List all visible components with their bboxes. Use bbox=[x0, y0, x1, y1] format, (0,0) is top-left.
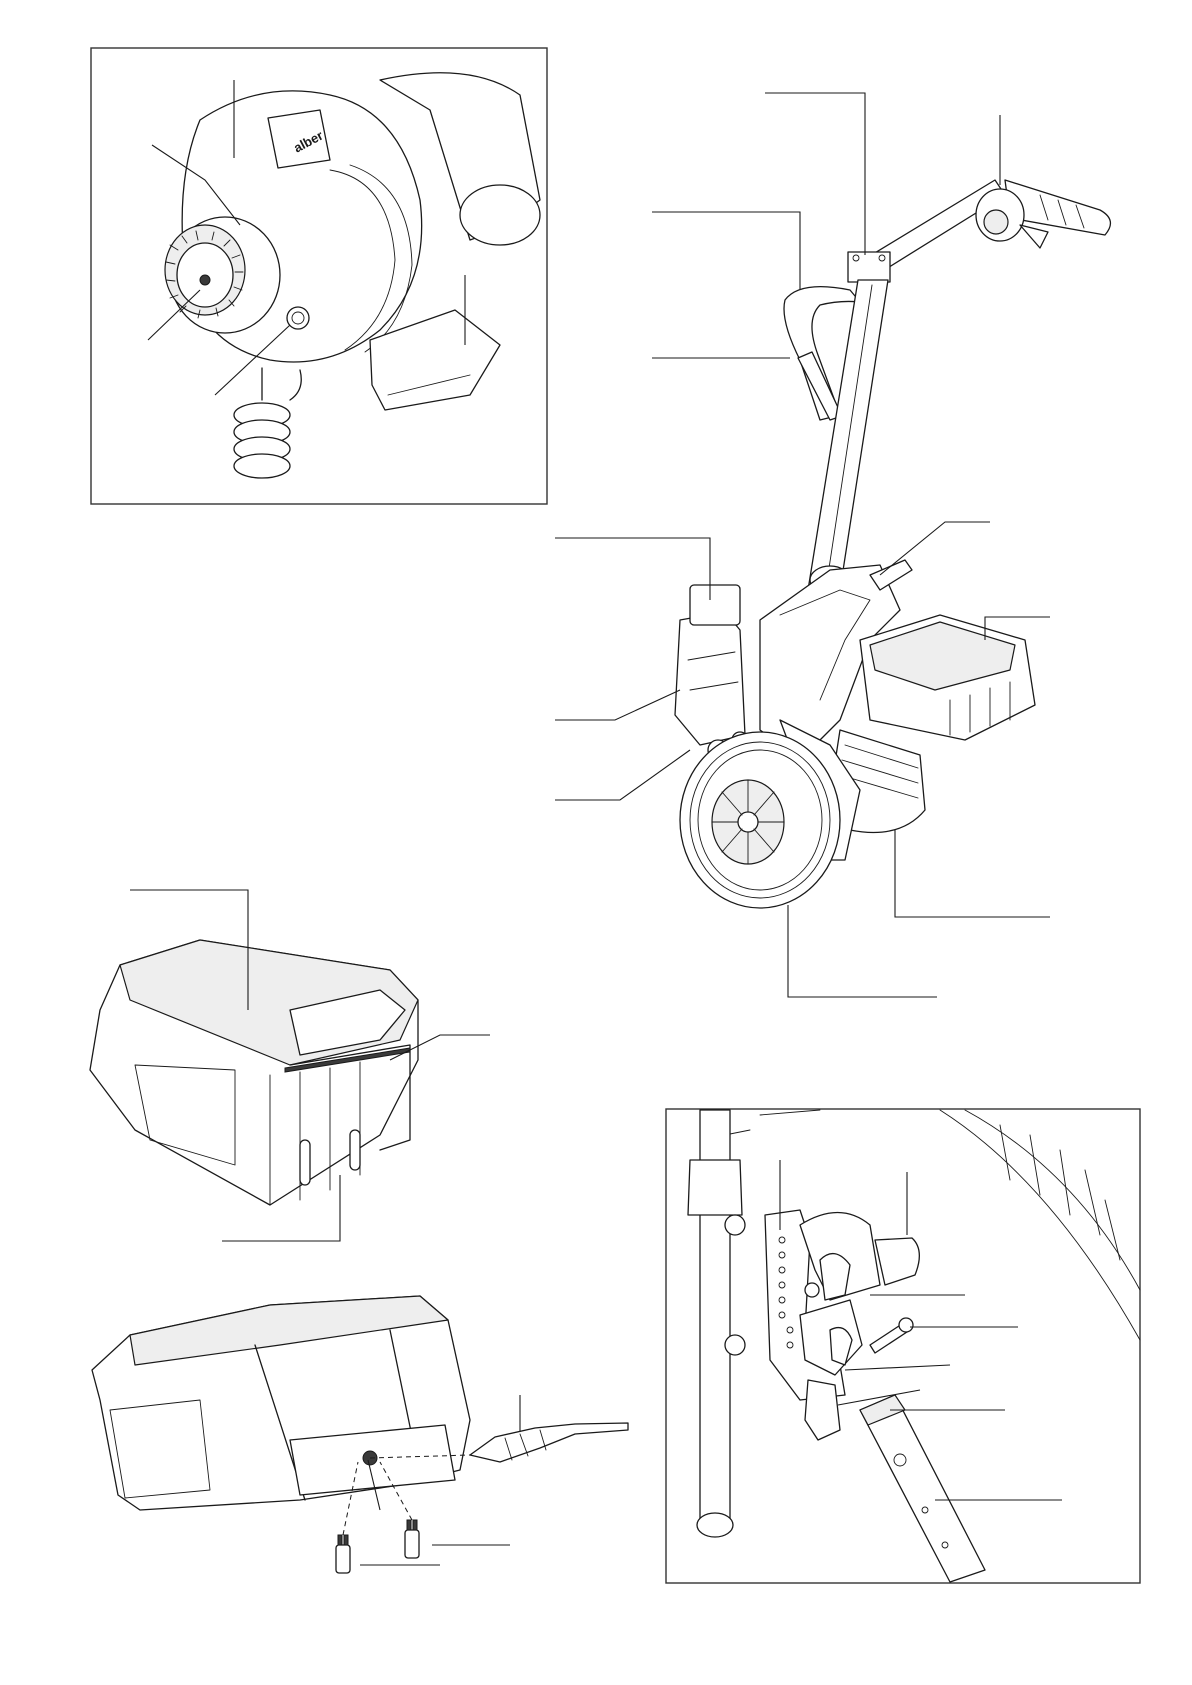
battery-foot-1 bbox=[300, 1140, 310, 1185]
drive-unit-assembly bbox=[555, 93, 1110, 997]
charging-plug bbox=[470, 1423, 628, 1462]
frame-axle-stub bbox=[870, 560, 912, 590]
handlebar-lever bbox=[1020, 225, 1048, 248]
leader-8 bbox=[652, 212, 800, 290]
fuse-1 bbox=[336, 1535, 350, 1573]
lower-hook bbox=[805, 1380, 840, 1440]
leader-28 bbox=[845, 1365, 950, 1370]
bracket-clip bbox=[690, 585, 740, 625]
wheel-rim-1 bbox=[940, 1110, 1140, 1340]
push-button bbox=[287, 307, 309, 329]
upper-lever bbox=[875, 1238, 919, 1285]
adapter-bar bbox=[860, 1395, 985, 1582]
coiled-cable bbox=[234, 368, 301, 478]
battery-pack bbox=[90, 890, 490, 1241]
brand-logo: alber bbox=[291, 127, 326, 156]
leader-16 bbox=[788, 905, 937, 997]
screw-head bbox=[899, 1318, 913, 1332]
handle-tube-end bbox=[460, 185, 540, 245]
leader-14 bbox=[555, 750, 690, 800]
mounting-bracket bbox=[675, 612, 745, 745]
leader-13 bbox=[555, 690, 680, 720]
upper-hook-slot bbox=[820, 1254, 850, 1300]
leader-15 bbox=[895, 830, 1050, 917]
clamp-bolt-2 bbox=[725, 1335, 745, 1355]
wheel-spokes bbox=[1000, 1125, 1120, 1260]
wheel-rim-2 bbox=[965, 1110, 1140, 1290]
battery-charging-connector bbox=[92, 1296, 628, 1573]
leader-10 bbox=[555, 538, 710, 600]
column-clamp bbox=[848, 252, 890, 282]
tube-end bbox=[697, 1513, 733, 1537]
throttle-unit-detail bbox=[91, 48, 547, 504]
wheelchair-bracket-detail bbox=[666, 1109, 1140, 1583]
hex-nut bbox=[805, 1283, 819, 1297]
fuse-2 bbox=[405, 1520, 419, 1558]
clamp-bolt-1 bbox=[725, 1215, 745, 1235]
battery-foot-2 bbox=[350, 1130, 360, 1170]
tube-clamp bbox=[688, 1160, 742, 1215]
steering-column bbox=[808, 280, 888, 590]
drive-wheel bbox=[680, 732, 840, 908]
leader-6 bbox=[765, 93, 865, 255]
